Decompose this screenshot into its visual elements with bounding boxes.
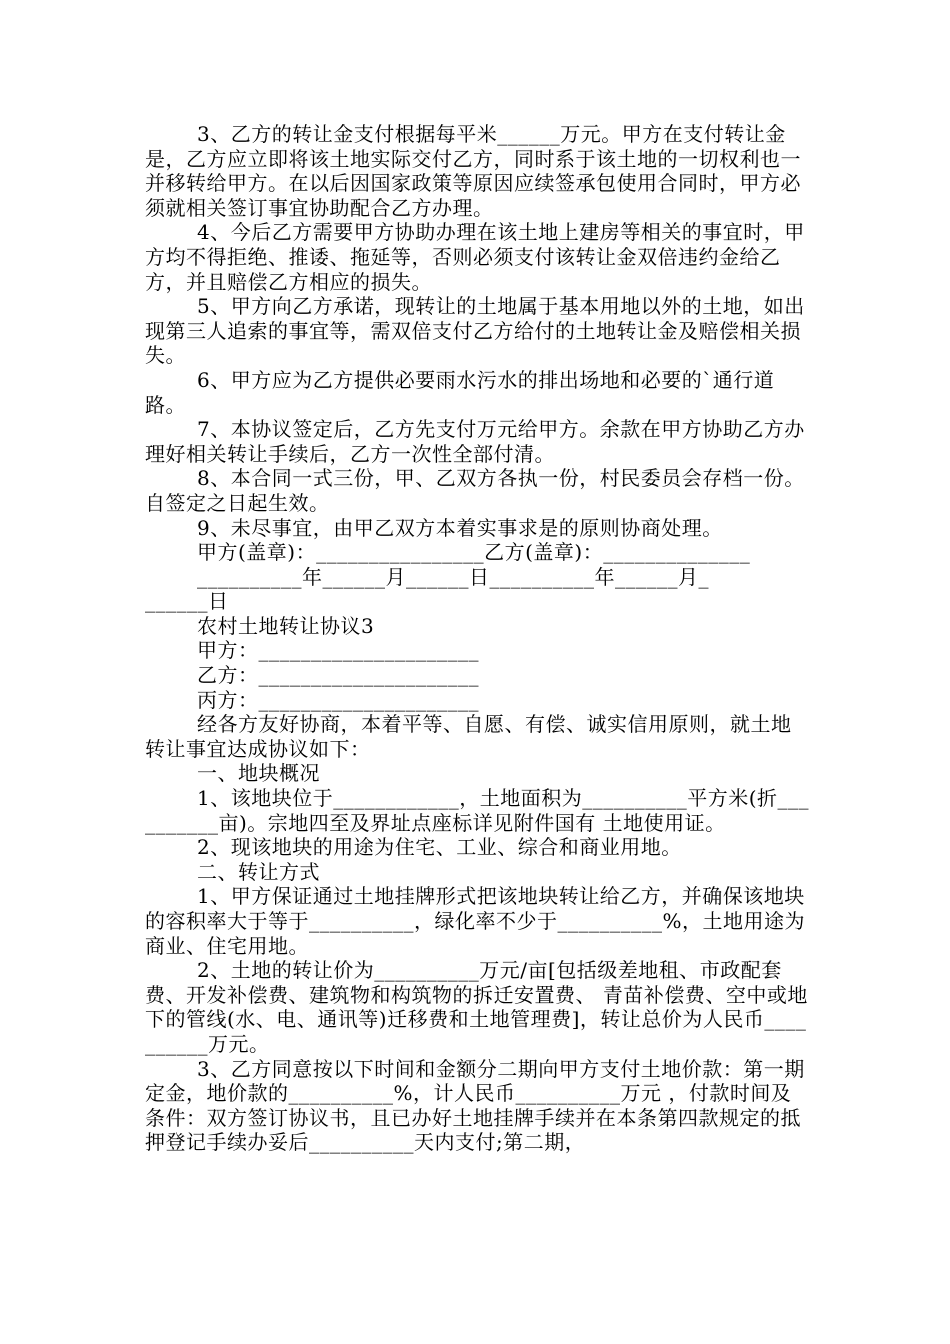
clause-9-matters: 9、未尽事宜，由甲乙双方本着实事求是的原则协商处理。 <box>197 515 723 540</box>
clause-3-payment: 3、乙方的转让金支付根据每平米______万元。甲方在支付转让金是，乙方应立即将该土地实际交付乙方，同时系于该土地的一切权利也一并移转给甲方。在以后因国家政策等原因应续签承包使用合同时，甲方必须就相关签订事宜协助配合乙方办理。 <box>145 122 801 220</box>
clause-7-payment: 7、本协议签定后，乙方先支付万元给甲方。余款在甲方协助乙方办理好相关转让手续后，乙方一次性全部付清。 <box>145 417 805 466</box>
section-2-item-1: 1、甲方保证通过土地挂牌形式把该地块转让给乙方，并确保该地块的容积率大于等于__________，绿化率不少于__________%，土地用途为商业、住宅用地。 <box>145 884 806 958</box>
section-2-item-2: 2、土地的转让价为__________万元/亩[包括级差地租、市政配套费、开发补偿费、建筑物和构筑物的拆迁安置费、 青苗补偿费、空中或地下的管线(水、电、通讯等)迁移费和土地管理费]，转让总价为人民币__________万元。 <box>145 958 808 1056</box>
section-2-item-3: 3、乙方同意按以下时间和金额分二期向甲方支付土地价款：第一期定金，地价款的__________%，计人民币__________万元 ，付款时间及条件：双方签订协议书，且已办好土地挂牌手续并在本条第四款规定的抵押登记手续办妥后__________天内支付;第二期， <box>145 1056 805 1155</box>
section-1-item-1: 1、该地块位于____________，土地面积为__________平方米(折__________亩)。宗地四至及界址点座标详见附件国有 土地使用证。 <box>145 786 810 835</box>
party-b-line: 乙方：_____________________ <box>197 663 479 688</box>
party-c-line: 丙方：_____________________ <box>197 687 479 712</box>
signature-line: 甲方(盖章)：________________乙方(盖章)：______________ <box>197 540 751 565</box>
section-1-item-2: 2、现该地块的用途为住宅、工业、综合和商业用地。 <box>197 835 682 860</box>
clause-4-assistance: 4、今后乙方需要甲方协助办理在该土地上建房等相关的事宜时，甲方均不得拒绝、推诿、拖延等，否则必须支付该转让金双倍违约金给乙方，并且赔偿乙方相应的损失。 <box>145 220 805 294</box>
section-2-heading: 二、转让方式 <box>197 859 320 884</box>
clause-8-copies: 8、本合同一式三份，甲、乙双方各执一份，村民委员会存档一份。自签定之日起生效。 <box>145 466 805 515</box>
agreement-title: 农村土地转让协议3 <box>197 613 375 638</box>
date-line: __________年______月______日__________年______月_ <box>197 564 709 589</box>
clause-5-promise: 5、甲方向乙方承诺，现转让的土地属于基本用地以外的土地，如出现第三人追索的事宜等，需双倍支付乙方给付的土地转让金及赔偿相关损失。 <box>145 294 805 368</box>
section-1-heading: 一、地块概况 <box>197 761 320 786</box>
document-page <box>145 122 810 1155</box>
date-line-continued: ______日 <box>145 589 229 614</box>
party-a-line: 甲方：_____________________ <box>197 638 479 663</box>
preamble: 经各方友好协商，本着平等、自愿、有偿、诚实信用原则，就土地转让事宜达成协议如下： <box>145 712 792 761</box>
clause-6-drainage: 6、甲方应为乙方提供必要雨水污水的排出场地和必要的`通行道路。 <box>145 367 775 417</box>
